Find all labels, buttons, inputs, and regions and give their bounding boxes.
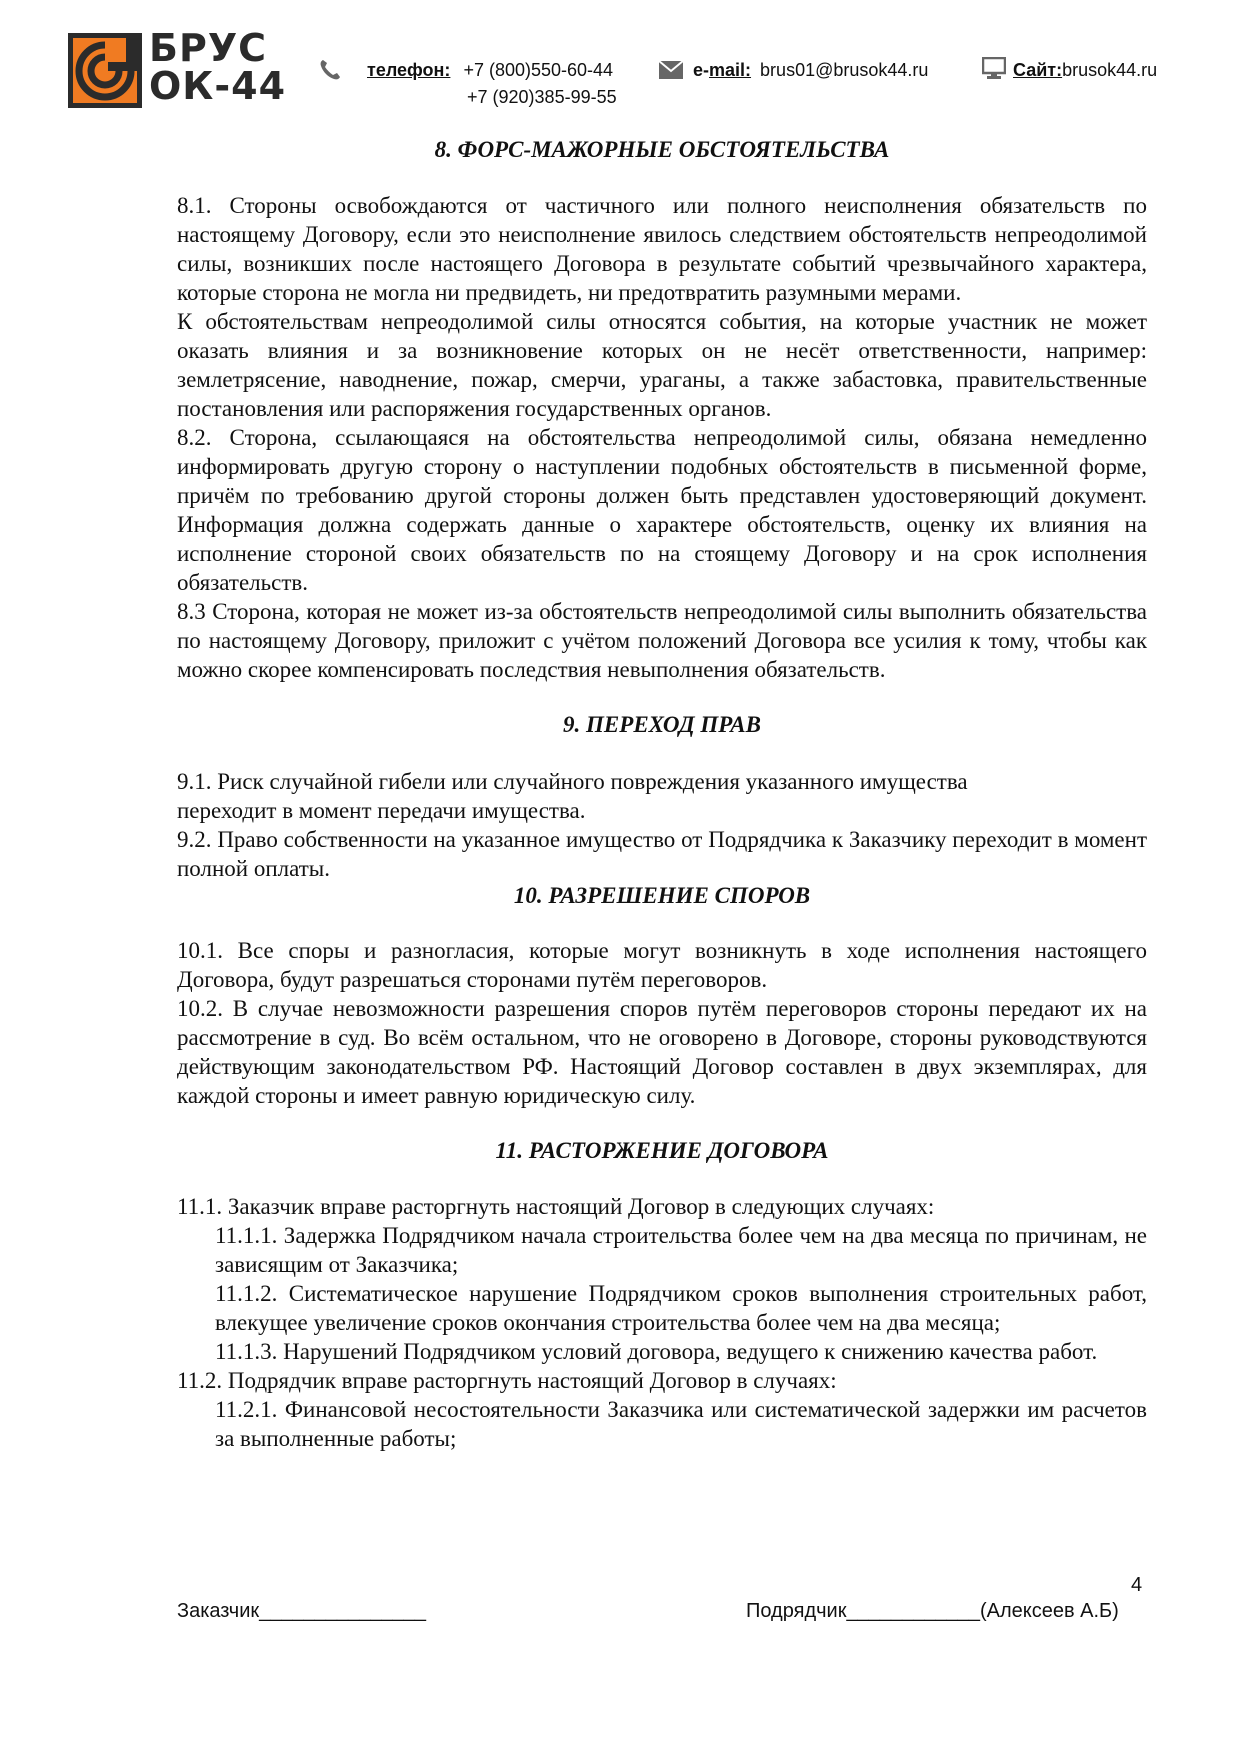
- paragraph-9-2: 9.2. Право собственности на указанное имущество от Подрядчика к Заказчику переходит в момент полной оплаты.: [177, 827, 1147, 881]
- paragraph-8-3: 8.3 Сторона, которая не может из-за обстоятельств непреодолимой силы выполнить обязательства по настоящему Договору, приложит с учётом положений Договора все усилия к тому, чтобы как можно скорее компенсировать последствия невыполнения обязательств.: [177, 599, 1147, 682]
- email-label: mail:: [709, 60, 752, 80]
- logo-text: [149, 26, 287, 108]
- section-8-heading: 8. ФОРС-МАЖОРНЫЕ ОБСТОЯТЕЛЬСТВА: [434, 137, 890, 162]
- paragraph-9-1-cont: переходит в момент передачи имущества.: [177, 798, 586, 823]
- site-block: [1013, 60, 1157, 81]
- paragraph-9-1: 9.1. Риск случайной гибели или случайного повреждения указанного имущества: [177, 769, 968, 794]
- paragraph-11-2-1: 11.2.1. Финансовой несостоятельности Заказчика или систематической задержки им расчетов за выполненные работы;: [215, 1397, 1147, 1451]
- contractor-signature: Подрядчик____________(Алексеев А.Б): [746, 1600, 1119, 1622]
- phone-label: телефон:: [367, 60, 451, 80]
- paragraph-11-1: 11.1. Заказчик вправе расторгнуть настоящий Договор в следующих случаях:: [177, 1194, 935, 1219]
- site-url[interactable]: brusok44.ru: [1062, 60, 1158, 80]
- paragraph-10-2: 10.2. В случае невозможности разрешения споров путём переговоров стороны передают их на рассмотрение в суд. Во всём остальном, что не оговорено в Договоре, стороны руководствуются действующим законодательством РФ. Настоящий Договор составлен в двух экземплярах, для каждой стороны и имеет равную юридическую силу.: [177, 996, 1147, 1108]
- paragraph-11-2: 11.2. Подрядчик вправе расторгнуть настоящий Договор в случаях:: [177, 1368, 837, 1393]
- document-body: [177, 136, 1147, 1453]
- logo-mark-icon: [68, 33, 142, 108]
- email-label-prefix: e-: [693, 60, 710, 80]
- phone-number-2[interactable]: +7 (920)385-99-55: [467, 87, 617, 107]
- section-10-heading: 10. РАЗРЕШЕНИЕ СПОРОВ: [513, 883, 811, 908]
- paragraph-11-1-1: 11.1.1. Задержка Подрядчиком начала строительства более чем на два месяца по причинам, не зависящим от Заказчика;: [215, 1223, 1147, 1277]
- paragraph-10-1: 10.1. Все споры и разногласия, которые могут возникнуть в ходе исполнения настоящего Договора, будут разрешаться сторонами путём переговоров.: [177, 938, 1147, 992]
- paragraph-8-2: 8.2. Сторона, ссылающаяся на обстоятельства непреодолимой силы, обязана немедленно информировать другую сторону о наступлении подобных обстоятельств в письменной форме, причём по требованию другой стороны должен быть представлен удостоверяющий документ. Информация должна содержать данные о характере обстоятельств, оценку их влияния на исполнение стороной своих обязательств по на стоящему Договору и на срок исполнения обязательств.: [177, 425, 1147, 595]
- email-block: [693, 60, 928, 81]
- phone-number-1[interactable]: +7 (800)550-60-44: [463, 60, 614, 80]
- customer-signature: Заказчик_______________: [177, 1600, 426, 1622]
- paragraph-11-1-2: 11.1.2. Систематическое нарушение Подрядчиком сроков выполнения строительных работ, влекущее увеличение сроков окончания строительства более чем на два месяца;: [215, 1281, 1147, 1335]
- phone-block: [367, 60, 613, 81]
- logo-text-line1: БРУС: [149, 26, 267, 70]
- company-logo: [68, 26, 287, 110]
- site-label: Сайт:: [1013, 60, 1063, 80]
- monitor-icon: [982, 57, 1006, 79]
- paragraph-8-1-force-majeure: К обстоятельствам непреодолимой силы относятся события, на которые участник не может оказать влияния и за возникновение которых он не несёт ответственности, например: землетрясение, наводнение, пожар, смерчи, ураганы, а также забастовка, правительственные постановления или распоряжения государственных органов.: [177, 309, 1147, 421]
- email-icon: [659, 61, 683, 79]
- paragraph-8-1: 8.1. Стороны освобождаются от частичного или полного неисполнения обязательств по настоящему Договору, если это неисполнение явилось следствием обстоятельств непреодолимой силы, возникших после настоящего Договора в результате событий чрезвычайного характера, которые сторона не могла ни предвидеть, ни предотвратить разумными мерами.: [177, 193, 1147, 305]
- phone-icon: [318, 58, 342, 82]
- section-11-heading: 11. РАСТОРЖЕНИЕ ДОГОВОРА: [495, 1138, 829, 1163]
- page-number: 4: [1131, 1574, 1143, 1596]
- section-9-heading: 9. ПЕРЕХОД ПРАВ: [563, 712, 761, 737]
- logo-text-line2: ОК-44: [149, 64, 287, 108]
- email-address[interactable]: brus01@brusok44.ru: [760, 60, 929, 80]
- paragraph-11-1-3: 11.1.3. Нарушений Подрядчиком условий договора, ведущего к снижению качества работ.: [215, 1339, 1098, 1364]
